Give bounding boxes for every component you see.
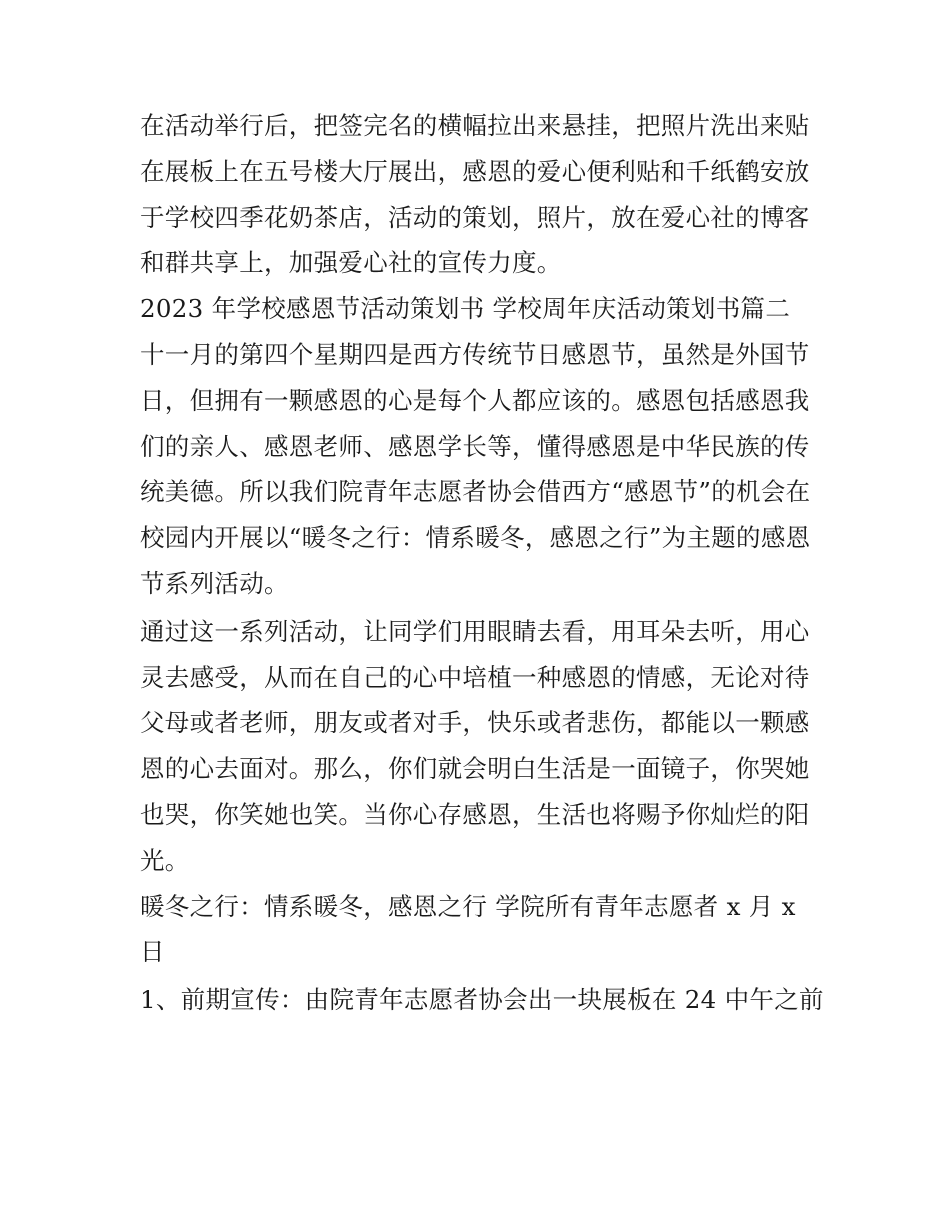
- text-line: 在展板上在五号楼大厅展出，感恩的爱心便利贴和千纸鹤安放: [140, 156, 810, 186]
- text-line: 们的亲人、感恩老师、感恩学长等，懂得感恩是中华民族的传: [140, 431, 810, 461]
- text-line: 校园内开展以“暖冬之行：情系暖冬，感恩之行”为主题的感恩: [140, 523, 811, 553]
- paragraph-activity-aftermath: [140, 103, 812, 286]
- text-line: 于学校四季花奶茶店，活动的策划，照片，放在爱心社的博客: [140, 202, 810, 232]
- text-line: 日，但拥有一颗感恩的心是每个人都应该的。感恩包括感恩我: [140, 385, 810, 415]
- paragraph-intro: [140, 332, 812, 607]
- text-line: 光。: [140, 845, 190, 875]
- paragraph-purpose: [140, 609, 812, 884]
- document-body: [140, 103, 824, 1025]
- paragraph-theme-participants-date: [140, 884, 812, 976]
- text-line: 在活动举行后，把签完名的横幅拉出来悬挂，把照片洗出来贴: [140, 111, 810, 140]
- text-line: 恩的心去面对。那么，你们就会明白生活是一面镜子，你哭她: [140, 754, 810, 784]
- text-line: 父母或者老师，朋友或者对手，快乐或者悲伤，都能以一颗感: [140, 708, 810, 738]
- text-line: 十一月的第四个星期四是西方传统节日感恩节，虽然是外国节: [140, 339, 810, 369]
- text-line: 和群共享上，加强爱心社的宣传力度。: [140, 248, 562, 278]
- heading-line: 2023 年学校感恩节活动策划书 学校周年庆活动策划书篇二: [140, 294, 791, 324]
- section-heading: [140, 286, 812, 332]
- text-line: 也哭，你笑她也笑。当你心存感恩，生活也将赐予你灿烂的阳: [140, 799, 810, 829]
- text-line: 灵去感受，从而在自己的心中培植一种感恩的情感，无论对待: [140, 662, 810, 692]
- text-line: 统美德。所以我们院青年志愿者协会借西方“感恩节”的机会在: [140, 477, 811, 507]
- text-line: 暖冬之行：情系暖冬，感恩之行 学院所有青年志愿者 x 月 x: [140, 891, 796, 921]
- text-line: 节系列活动。: [140, 568, 289, 598]
- text-line: 通过这一系列活动，让同学们用眼睛去看，用耳朵去听，用心: [140, 616, 810, 646]
- paragraph-step-1: [140, 977, 824, 1023]
- text-line: 日: [140, 937, 165, 967]
- text-line: 1、前期宣传：由院青年志愿者协会出一块展板在 24 中午之前: [140, 985, 824, 1015]
